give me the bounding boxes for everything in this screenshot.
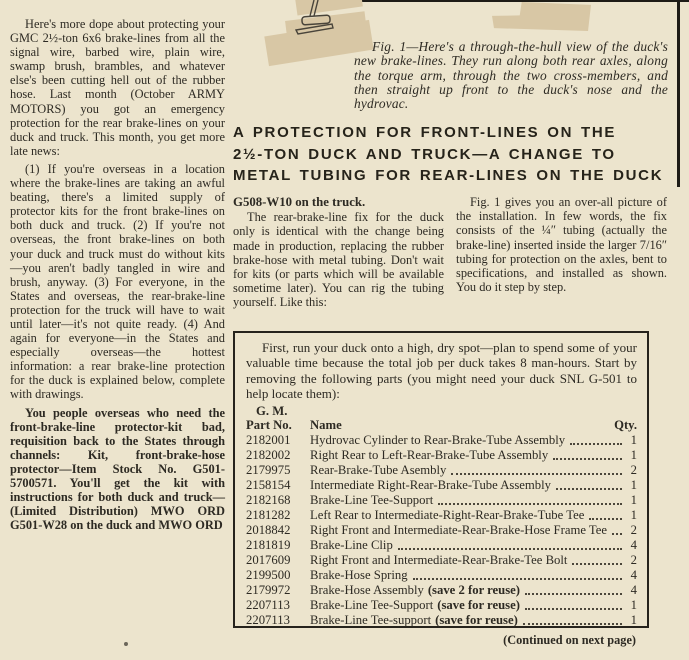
part-number: 2018842 <box>246 522 291 537</box>
article-subhead: G508-W10 on the truck. <box>233 195 366 209</box>
part-number: 2182001 <box>246 432 291 447</box>
table-row <box>246 583 637 598</box>
dot-leader <box>398 548 622 550</box>
table-row <box>246 613 637 628</box>
dot-leader <box>525 593 622 595</box>
header-name: Name <box>310 417 342 432</box>
part-qty: 2 <box>630 552 637 567</box>
table-row <box>246 433 637 448</box>
article-columns <box>233 195 667 310</box>
paragraph-intro: Here's more dope about protecting your GMC 2½-ton 6x6 brake-lines from all the signal wire, barbed wire, plain wire, swamp brush, brambles, and whatever else's been cutting hell out of the rubber hose. Last month (October ARMY MOTORS) you got an emergency protection for the rear brake-lines on your duck and truck. This month, you get more late news: <box>10 17 225 158</box>
dot-leader <box>556 488 622 490</box>
paragraph-requisition: You people overseas who need the front-brake-line protector-kit bad, requisition back to the States through channels: Kit, front-brake-hose protector—Item Stock No. G501-5700571. You'll get the kit with instructions for both duck and truck—(Limited Distribution) MWO ORD G501-W28 on the duck and MWO ORD <box>10 405 225 533</box>
headline-line-2: 2½-TON DUCK AND TRUCK—A CHANGE TO <box>233 145 616 163</box>
headline-line-1: A PROTECTION FOR FRONT-LINES ON THE <box>233 124 617 141</box>
part-name: Brake-Line Clip <box>310 537 393 552</box>
headline-line-3: METAL TUBING FOR REAR-LINES ON THE DUCK <box>233 167 664 184</box>
part-qty: 1 <box>630 612 637 627</box>
part-number: 2179972 <box>246 582 291 597</box>
dot-leader <box>438 503 622 505</box>
header-part-no: Part No. <box>246 417 292 432</box>
figure-1-caption: Fig. 1—Here's a through-the-hull view of the duck's new brake-lines. They run along both rear axles, along the torque arm, through the two cross-members, and then straight up front to the duck's nose and the hydrovac. <box>354 39 668 112</box>
part-name: Brake-Line Tee-Support <box>310 597 434 612</box>
table-row <box>246 448 637 463</box>
part-qty: 1 <box>630 447 637 462</box>
table-row <box>246 538 637 553</box>
paragraph-fig1-overview: Fig. 1 gives you an over-all picture of the installation. In few words, the fix consists of the ¼″ tubing (actually the brake-line) inserted inside the larger 7/16″ tubing for protection on the axles, bent to specifications, and installed as shown. You do it step by step. <box>456 195 667 295</box>
part-qty: 1 <box>630 432 637 447</box>
part-qty: 1 <box>630 477 637 492</box>
paragraph-news-items: (1) If you're overseas in a location where the brake-lines are taking an awful beating, there's a limited supply of protector kits for the front brake-lines on both duck and truck. (2) If you're not overseas, the front brake-lines on both your duck and truck must do without kits—you aren't badly tangled in wire and brush, anyway. (3) For everyone, in the States and overseas, the rear-brake-line protection for the truck will have to wait until later—it's not quite ready. (4) And again for everyone—in the States and especially overseas—the hottest information: a rear brake-line protection for the duck is explained below, complete with drawings. <box>10 161 225 402</box>
part-name: Hydrovac Cylinder to Rear-Brake-Tube Assembly <box>310 432 566 447</box>
continued-notice: (Continued on next page) <box>503 633 636 647</box>
part-number: 2199500 <box>246 567 291 582</box>
article-column-right <box>456 195 667 310</box>
part-number: 2181819 <box>246 537 291 552</box>
part-note: (save 2 for reuse) <box>427 582 521 597</box>
table-row <box>246 478 637 493</box>
table-row <box>246 508 637 523</box>
table-row <box>246 523 637 538</box>
part-note: (save for reuse) <box>435 612 518 627</box>
part-qty: 1 <box>630 597 637 612</box>
figure-fragment <box>492 2 591 31</box>
part-name: Brake-Hose Assembly <box>310 582 424 597</box>
part-qty: 1 <box>630 492 637 507</box>
article-headline <box>233 122 663 187</box>
parts-list-box <box>233 331 649 628</box>
printer-mark <box>124 642 128 646</box>
part-name: Right Front and Intermediate-Rear-Brake-Tee Bolt <box>310 552 568 567</box>
dot-leader <box>553 458 622 460</box>
part-name: Left Rear to Intermediate-Right-Rear-Brake-Tube Tee <box>310 507 585 522</box>
table-row <box>246 598 637 613</box>
part-number: 2207113 <box>246 597 290 612</box>
part-number: 2158154 <box>246 477 291 492</box>
dot-leader <box>525 608 622 610</box>
part-qty: 2 <box>630 522 637 537</box>
page-right-rule <box>677 0 680 187</box>
header-qty: Qty. <box>614 417 637 432</box>
dot-leader <box>451 473 622 475</box>
dot-leader <box>570 443 622 445</box>
table-row <box>246 463 637 478</box>
part-qty: 4 <box>630 582 637 597</box>
part-qty: 2 <box>630 462 637 477</box>
part-qty: 4 <box>630 567 637 582</box>
part-qty: 4 <box>630 537 637 552</box>
part-name: Right Rear to Left-Rear-Brake-Tube Assembly <box>310 447 549 462</box>
part-name: Right Front and Intermediate-Rear-Brake-Hose Frame Tee <box>310 522 608 537</box>
page-top-rule <box>322 0 689 2</box>
part-name: Intermediate Right-Rear-Brake-Tube Assembly <box>310 477 551 492</box>
part-number: 2182168 <box>246 492 291 507</box>
part-name: Brake-Line Tee-Support <box>310 492 434 507</box>
part-number: 2181282 <box>246 507 291 522</box>
parts-table-header <box>246 418 637 433</box>
part-number: 2207113 <box>246 612 290 627</box>
part-number: 2182002 <box>246 447 291 462</box>
dot-leader <box>413 578 622 580</box>
table-row <box>246 568 637 583</box>
part-number: 2179975 <box>246 462 291 477</box>
dot-leader <box>589 518 622 520</box>
part-name: Rear-Brake-Tube Asembly <box>310 462 447 477</box>
brake-clip-drawing-icon <box>292 0 348 40</box>
part-number: 2017609 <box>246 552 291 567</box>
gm-label: G. M. <box>256 403 288 418</box>
left-text-column <box>10 17 225 536</box>
dot-leader <box>572 563 622 565</box>
article-column-left <box>233 195 444 310</box>
table-row <box>246 553 637 568</box>
paragraph-fix-description: The rear-brake-line fix for the duck only is identical with the change being made in production, replacing the rubber brake-hose with metal tubing. Don't wait for kits (or parts which will be available sometime later). You can rig the tubing yourself. Like this: <box>233 210 444 310</box>
dot-leader <box>523 623 622 625</box>
dot-leader <box>612 533 622 535</box>
part-name: Brake-Hose Spring <box>310 567 408 582</box>
part-name: Brake-Line Tee-support <box>310 612 432 627</box>
part-note: (save for reuse) <box>437 597 520 612</box>
part-qty: 1 <box>630 507 637 522</box>
parts-box-intro: First, run your duck onto a high, dry spot—plan to spend some of your valuable time because the total job per duck takes 8 man-hours. Start by removing the following parts (you might need your duck SNL G-501 to help locate them): <box>246 340 637 402</box>
table-row <box>246 493 637 508</box>
